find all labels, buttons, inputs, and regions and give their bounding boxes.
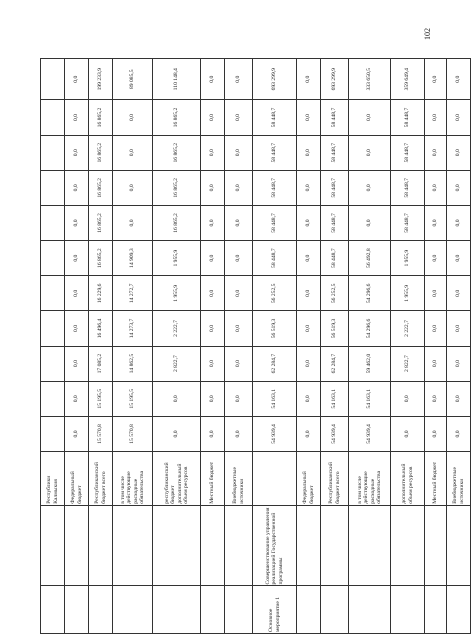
table-cell-col1 bbox=[321, 586, 349, 634]
table-cell-value: 0,0 bbox=[65, 381, 89, 416]
table-cell-value: 2 822,7 bbox=[391, 346, 425, 381]
table-cell-value: 0,0 bbox=[201, 135, 225, 170]
table-cell-value: 17 085,2 bbox=[89, 346, 113, 381]
table-cell-col1 bbox=[447, 586, 471, 634]
table-cell-value: 333 650,5 bbox=[349, 59, 391, 100]
rotated-table-sheet bbox=[0, 57, 465, 640]
table-cell-value: 58 448,7 bbox=[253, 241, 297, 276]
table-cell-value: 16 865,2 bbox=[153, 205, 201, 240]
table-cell-value: 0,0 bbox=[297, 205, 321, 240]
table-cell-value: 16 865,2 bbox=[89, 170, 113, 205]
table-cell-col3: Республиканский бюджет всего bbox=[89, 452, 113, 506]
table-cell-value bbox=[41, 311, 65, 346]
table-cell-value: 0,0 bbox=[297, 59, 321, 100]
table-cell-value: 0,0 bbox=[201, 241, 225, 276]
table-cell-col2 bbox=[321, 505, 349, 586]
table-cell-value: 0,0 bbox=[425, 276, 447, 311]
table-cell-value: 0,0 bbox=[201, 59, 225, 100]
table-cell-value: 0,0 bbox=[225, 381, 253, 416]
page-number bbox=[423, 0, 435, 640]
table-cell-value: 0,0 bbox=[349, 100, 391, 135]
table-cell-value: 14 862,5 bbox=[113, 346, 153, 381]
table-cell-value: 0,0 bbox=[447, 100, 471, 135]
table-cell-value: 54 296,6 bbox=[349, 276, 391, 311]
table-cell-value: 16 865,2 bbox=[89, 135, 113, 170]
table-cell-value: 0,0 bbox=[297, 311, 321, 346]
table-cell-value bbox=[41, 170, 65, 205]
table-cell-value: 0,0 bbox=[201, 381, 225, 416]
table-cell-value bbox=[41, 416, 65, 451]
table-cell-value: 58 448,7 bbox=[253, 100, 297, 135]
table-cell-value: 0,0 bbox=[65, 276, 89, 311]
table-cell-col2 bbox=[225, 505, 253, 586]
table-cell-value: 16 229,6 bbox=[89, 276, 113, 311]
table-cell-value: 0,0 bbox=[447, 276, 471, 311]
table-cell-value: 62 284,7 bbox=[253, 346, 297, 381]
table-cell-value bbox=[41, 241, 65, 276]
table-row bbox=[225, 59, 253, 634]
table-cell-col1 bbox=[391, 586, 425, 634]
table-cell-value: 58 448,7 bbox=[321, 135, 349, 170]
table-cell-value: 56 252,5 bbox=[253, 276, 297, 311]
table-cell-value: 58 448,7 bbox=[391, 135, 425, 170]
table-cell-value bbox=[41, 205, 65, 240]
table-cell-col3: в том числе действующие расходные обязательства bbox=[113, 452, 153, 506]
table-cell-col2: Совершенствование управления реализацией Государственной программы bbox=[253, 505, 297, 586]
table-cell-value: 56 519,3 bbox=[253, 311, 297, 346]
table-row bbox=[253, 59, 297, 634]
table-cell-col2 bbox=[447, 505, 471, 586]
page-number-text: 102 bbox=[423, 28, 432, 40]
table-cell-value: 0,0 bbox=[425, 381, 447, 416]
table-cell-value: 58 448,7 bbox=[253, 170, 297, 205]
table-cell-col3 bbox=[253, 452, 297, 506]
table-cell-value: 0,0 bbox=[297, 135, 321, 170]
table-cell-value: 0,0 bbox=[65, 170, 89, 205]
table-cell-value: 693 299,9 bbox=[253, 59, 297, 100]
table-cell-value: 0,0 bbox=[447, 170, 471, 205]
table-cell-value: 16 865,2 bbox=[153, 135, 201, 170]
table-cell-value: 0,0 bbox=[225, 100, 253, 135]
table-cell-value: 15 570,8 bbox=[113, 416, 153, 451]
table-cell-value: 0,0 bbox=[425, 346, 447, 381]
table-cell-value: 0,0 bbox=[225, 276, 253, 311]
table-cell-col3: республиканский бюджет дополнительный объем ресурсов bbox=[153, 452, 201, 506]
table-frame bbox=[0, 57, 465, 640]
table-row bbox=[321, 59, 349, 634]
table-cell-value: 0,0 bbox=[297, 100, 321, 135]
table-cell-col3: Федеральный бюджет bbox=[65, 452, 89, 506]
table-cell-value: 110 148,4 bbox=[153, 59, 201, 100]
table-cell-value: 0,0 bbox=[391, 416, 425, 451]
table-cell-value: 0,0 bbox=[425, 170, 447, 205]
table-cell-value: 0,0 bbox=[153, 416, 201, 451]
table-cell-value: 58 448,7 bbox=[391, 205, 425, 240]
table-cell-col2 bbox=[391, 505, 425, 586]
table-cell-value bbox=[41, 100, 65, 135]
table-cell-value: 58 448,7 bbox=[253, 205, 297, 240]
table-row bbox=[349, 59, 391, 634]
table-cell-col1 bbox=[225, 586, 253, 634]
table-cell-value: 0,0 bbox=[201, 276, 225, 311]
table-cell-col1 bbox=[297, 586, 321, 634]
table-cell-value: 15 195,5 bbox=[89, 381, 113, 416]
table-cell-col1 bbox=[153, 586, 201, 634]
table-cell-value: 0,0 bbox=[201, 311, 225, 346]
table-cell-value: 0,0 bbox=[225, 170, 253, 205]
table-cell-value: 0,0 bbox=[349, 170, 391, 205]
table-cell-value: 14 909,3 bbox=[113, 241, 153, 276]
table-cell-value: 0,0 bbox=[425, 135, 447, 170]
table-cell-col2 bbox=[201, 505, 225, 586]
table-cell-col1 bbox=[65, 586, 89, 634]
table-row bbox=[297, 59, 321, 634]
table-cell-value: 16 865,2 bbox=[89, 100, 113, 135]
table-cell-value: 0,0 bbox=[65, 416, 89, 451]
budget-table bbox=[40, 58, 471, 634]
table-cell-value: 16 865,2 bbox=[153, 170, 201, 205]
table-cell-value: 0,0 bbox=[201, 170, 225, 205]
table-cell-value: 0,0 bbox=[349, 135, 391, 170]
table-cell-value: 0,0 bbox=[225, 205, 253, 240]
table-cell-col2 bbox=[113, 505, 153, 586]
table-cell-value: 2 222,7 bbox=[153, 311, 201, 346]
table-cell-value: 0,0 bbox=[65, 205, 89, 240]
table-cell-col2 bbox=[89, 505, 113, 586]
table-cell-value: 0,0 bbox=[225, 241, 253, 276]
table-cell-value: 14 273,7 bbox=[113, 311, 153, 346]
table-cell-col1 bbox=[89, 586, 113, 634]
table-cell-value: 0,0 bbox=[225, 59, 253, 100]
table-cell-col2 bbox=[349, 505, 391, 586]
table-cell-value bbox=[41, 381, 65, 416]
table-cell-value: 0,0 bbox=[447, 59, 471, 100]
table-cell-value: 16 865,2 bbox=[153, 100, 201, 135]
table-cell-value: 58 448,7 bbox=[321, 100, 349, 135]
table-cell-value: 14 272,7 bbox=[113, 276, 153, 311]
table-cell-value: 58 448,7 bbox=[321, 205, 349, 240]
table-row bbox=[447, 59, 471, 634]
table-cell-value: 0,0 bbox=[225, 311, 253, 346]
table-cell-col3: Местный бюджет bbox=[201, 452, 225, 506]
table-row bbox=[89, 59, 113, 634]
table-cell-value: 0,0 bbox=[113, 135, 153, 170]
table-cell-value: 54 163,1 bbox=[253, 381, 297, 416]
table-cell-value: 0,0 bbox=[113, 100, 153, 135]
budget-table-body bbox=[41, 59, 471, 634]
table-cell-value: 58 448,7 bbox=[391, 100, 425, 135]
table-cell-value: 2 822,7 bbox=[153, 346, 201, 381]
table-cell-col1: Основное мероприятие 1 bbox=[253, 586, 297, 634]
table-cell-value: 62 284,7 bbox=[321, 346, 349, 381]
table-cell-value: 54 163,1 bbox=[321, 381, 349, 416]
table-cell-value: 56 252,5 bbox=[321, 276, 349, 311]
table-cell-value: 0,0 bbox=[425, 100, 447, 135]
table-cell-value: 0,0 bbox=[201, 205, 225, 240]
table-cell-value: 1 955,9 bbox=[153, 241, 201, 276]
table-cell-value: 54 163,1 bbox=[349, 381, 391, 416]
table-cell-value: 15 195,5 bbox=[113, 381, 153, 416]
table-cell-value: 16 865,2 bbox=[89, 241, 113, 276]
table-cell-value: 0,0 bbox=[297, 241, 321, 276]
table-cell-value: 58 448,7 bbox=[253, 135, 297, 170]
table-cell-value: 0,0 bbox=[225, 346, 253, 381]
table-cell-value: 0,0 bbox=[201, 346, 225, 381]
table-cell-value: 0,0 bbox=[65, 346, 89, 381]
table-cell-value: 0,0 bbox=[447, 135, 471, 170]
table-cell-value: 0,0 bbox=[425, 241, 447, 276]
table-cell-col2 bbox=[297, 505, 321, 586]
table-cell-value: 58 448,7 bbox=[391, 170, 425, 205]
table-cell-value: 54 939,4 bbox=[349, 416, 391, 451]
table-row bbox=[113, 59, 153, 634]
table-cell-value: 0,0 bbox=[297, 170, 321, 205]
table-cell-value: 0,0 bbox=[113, 170, 153, 205]
table-cell-value: 0,0 bbox=[425, 59, 447, 100]
table-cell-value: 56 492,8 bbox=[349, 241, 391, 276]
table-cell-value: 0,0 bbox=[349, 205, 391, 240]
table-cell-value: 0,0 bbox=[297, 276, 321, 311]
table-cell-value: 0,0 bbox=[65, 241, 89, 276]
table-cell-value: 89 085,5 bbox=[113, 59, 153, 100]
table-cell-col2 bbox=[65, 505, 89, 586]
table-cell-col3: дополнительный объем ресурсов bbox=[391, 452, 425, 506]
table-cell-value: 0,0 bbox=[297, 416, 321, 451]
table-cell-value: 15 570,8 bbox=[89, 416, 113, 451]
table-cell-value bbox=[41, 135, 65, 170]
table-cell-col3: Республики Калмыкия bbox=[41, 452, 65, 506]
table-cell-value: 54 296,6 bbox=[349, 311, 391, 346]
table-cell-value: 58 448,7 bbox=[321, 241, 349, 276]
table-cell-value: 0,0 bbox=[201, 100, 225, 135]
table-cell-value: 1 955,9 bbox=[391, 276, 425, 311]
table-cell-value: 0,0 bbox=[65, 311, 89, 346]
table-cell-value: 0,0 bbox=[201, 416, 225, 451]
table-cell-col3: Местный бюджет bbox=[425, 452, 447, 506]
table-cell-value: 54 939,4 bbox=[253, 416, 297, 451]
table-cell-value: 1 955,9 bbox=[391, 241, 425, 276]
table-cell-value: 0,0 bbox=[425, 311, 447, 346]
table-cell-col1 bbox=[113, 586, 153, 634]
table-cell-col3: Внебюджетные источники bbox=[225, 452, 253, 506]
table-cell-value: 359 649,4 bbox=[391, 59, 425, 100]
table-cell-value: 0,0 bbox=[447, 205, 471, 240]
table-cell-value: 199 233,9 bbox=[89, 59, 113, 100]
table-cell-value: 0,0 bbox=[65, 100, 89, 135]
table-cell-value: 58 448,7 bbox=[321, 170, 349, 205]
table-cell-col1 bbox=[41, 586, 65, 634]
table-cell-col1 bbox=[201, 586, 225, 634]
table-cell-value: 0,0 bbox=[447, 381, 471, 416]
table-row bbox=[65, 59, 89, 634]
table-cell-col3: Внебюджетные источники bbox=[447, 452, 471, 506]
table-cell-value: 59 462,0 bbox=[349, 346, 391, 381]
table-cell-value: 2 222,7 bbox=[391, 311, 425, 346]
table-cell-value: 0,0 bbox=[65, 135, 89, 170]
table-row bbox=[201, 59, 225, 634]
table-cell-value: 54 939,4 bbox=[321, 416, 349, 451]
table-row bbox=[41, 59, 65, 634]
table-cell-value: 0,0 bbox=[225, 416, 253, 451]
table-cell-value bbox=[41, 346, 65, 381]
table-cell-value: 0,0 bbox=[297, 381, 321, 416]
table-cell-value bbox=[41, 276, 65, 311]
table-cell-value: 16 496,4 bbox=[89, 311, 113, 346]
table-cell-value: 0,0 bbox=[297, 346, 321, 381]
table-cell-value: 56 519,3 bbox=[321, 311, 349, 346]
table-cell-value: 0,0 bbox=[425, 416, 447, 451]
table-row bbox=[153, 59, 201, 634]
table-cell-value: 0,0 bbox=[447, 416, 471, 451]
table-cell-value: 0,0 bbox=[65, 59, 89, 100]
table-cell-col2 bbox=[41, 505, 65, 586]
table-cell-value: 0,0 bbox=[113, 205, 153, 240]
table-cell-value: 0,0 bbox=[447, 346, 471, 381]
table-cell-col1 bbox=[349, 586, 391, 634]
table-cell-value: 0,0 bbox=[447, 241, 471, 276]
table-cell-value: 0,0 bbox=[425, 205, 447, 240]
table-cell-value: 16 865,2 bbox=[89, 205, 113, 240]
table-cell-value: 0,0 bbox=[447, 311, 471, 346]
table-cell-col3: Федеральный бюджет bbox=[297, 452, 321, 506]
table-cell-value bbox=[41, 59, 65, 100]
table-row bbox=[391, 59, 425, 634]
table-cell-value: 693 299,9 bbox=[321, 59, 349, 100]
table-cell-value: 1 955,9 bbox=[153, 276, 201, 311]
table-cell-value: 0,0 bbox=[391, 381, 425, 416]
table-cell-col3: в том числе действующие расходные обязательства bbox=[349, 452, 391, 506]
table-cell-col2 bbox=[153, 505, 201, 586]
table-cell-value: 0,0 bbox=[153, 381, 201, 416]
table-cell-col3: Республиканский бюджет всего bbox=[321, 452, 349, 506]
table-cell-value: 0,0 bbox=[225, 135, 253, 170]
